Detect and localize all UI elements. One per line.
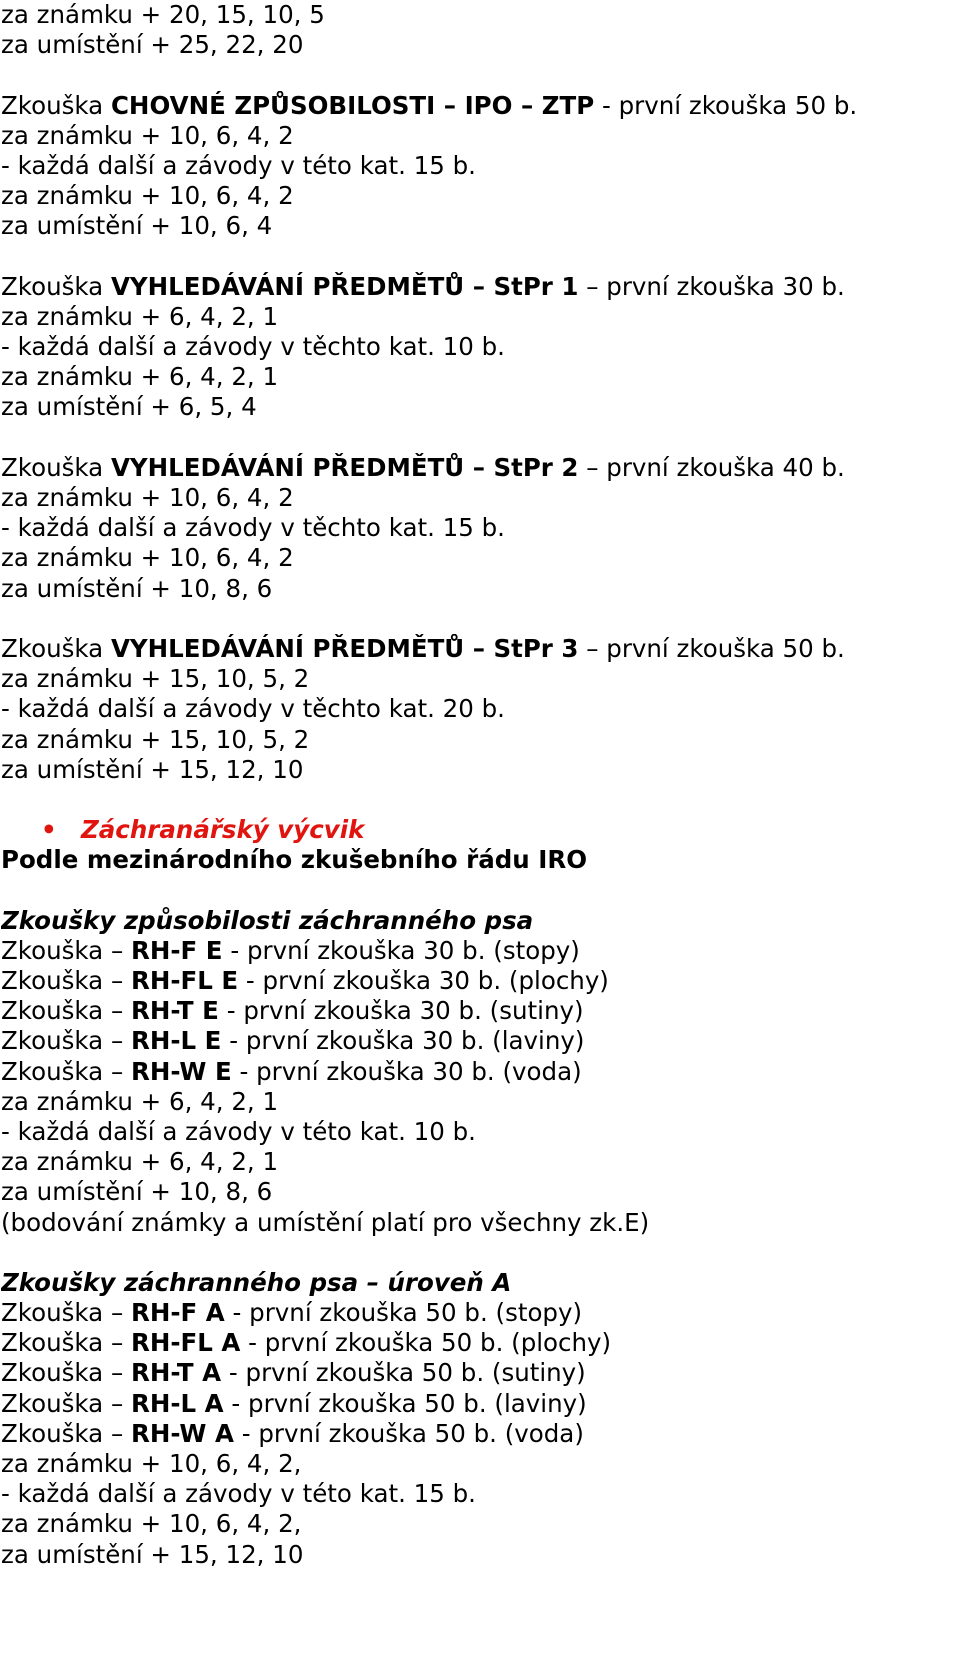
text-line [1, 543, 956, 573]
text-line [1, 1389, 956, 1419]
blank-line [1, 604, 956, 634]
line-text: za známku + 10, 6, 4, 2, [1, 1449, 302, 1478]
text-line [1, 1087, 956, 1117]
line-text: - první zkouška 50 b. (sutiny) [221, 1358, 586, 1388]
emphasis-text: RH-L A [130, 1388, 224, 1418]
line-text: - první zkouška 30 b. (laviny) [221, 1026, 585, 1056]
line-text: Zkouška – [1, 1056, 131, 1086]
emphasis-text: RH-T A [130, 1358, 222, 1388]
text-line [1, 906, 956, 936]
text-line [1, 91, 956, 121]
line-text: - první zkouška 30 b. (sutiny) [218, 996, 584, 1026]
line-text: za známku + 20, 15, 10, 5 [1, 0, 325, 29]
blank-line [1, 875, 956, 905]
emphasis-text: VYHLEDÁVÁNÍ PŘEDMĚTŮ – StPr 3 [110, 633, 579, 663]
emphasis-text: RH-FL E [130, 966, 239, 995]
blank-line [1, 423, 956, 453]
emphasis-text: RH-T E [130, 996, 219, 1026]
line-text: Zkouška [1, 452, 111, 482]
text-line [1, 1358, 956, 1388]
line-text: za známku + 15, 10, 5, 2 [1, 724, 310, 754]
line-text: Zkouška – [1, 996, 131, 1026]
bullet-icon: • [41, 815, 57, 845]
line-text: Zkouška – [1, 1328, 131, 1358]
line-text: Zkouška [1, 271, 111, 301]
line-text: za umístění + 15, 12, 10 [1, 754, 304, 784]
text-line [1, 453, 956, 483]
line-text: - každá další a závody v těchto kat. 20 b. [1, 694, 505, 724]
line-text: - první zkouška 30 b. (stopy) [222, 935, 580, 965]
line-text: za známku + 15, 10, 5, 2 [1, 664, 310, 694]
blank-line [1, 785, 956, 815]
line-text: za umístění + 15, 12, 10 [1, 1539, 304, 1569]
section-heading-text: Záchranářský výcvik [81, 815, 365, 845]
line-text: - první zkouška 50 b. (voda) [233, 1418, 584, 1448]
line-text: - každá další a závody v této kat. 15 b. [1, 150, 476, 180]
line-text: Zkouška [1, 90, 111, 120]
text-line [1, 121, 956, 151]
text-line [1, 1509, 956, 1539]
text-line [1, 151, 956, 181]
text-line [1, 1208, 956, 1238]
text-line [1, 362, 956, 392]
text-line [1, 1479, 956, 1509]
line-text: za známku + 6, 4, 2, 1 [1, 301, 279, 331]
document-body [1, 0, 956, 1570]
emphasis-text: RH-FL A [130, 1328, 241, 1358]
text-line [1, 513, 956, 543]
line-text: Zkouška – [1, 1388, 131, 1418]
emphasis-text: RH-L E [130, 1026, 222, 1056]
line-text: za umístění + 25, 22, 20 [1, 30, 304, 60]
line-text: - každá další a závody v této kat. 15 b. [1, 1479, 476, 1509]
line-text: – první zkouška 40 b. [578, 452, 845, 482]
text-line [1, 936, 956, 966]
text-line [1, 725, 956, 755]
line-text: Zkouška – [1, 935, 131, 965]
line-text: za známku + 10, 6, 4, 2 [1, 181, 294, 211]
emphasis-text: RH-F E [130, 935, 223, 965]
emphasis-text: Podle mezinárodního zkušebního řádu IRO [1, 845, 588, 875]
blank-line [1, 60, 956, 90]
emphasis-text: RH-W A [130, 1418, 234, 1448]
text-line [1, 332, 956, 362]
emphasis-text: RH-W E [130, 1056, 232, 1086]
emphasis-text: Zkoušky způsobilosti záchranného psa [1, 905, 534, 935]
line-text: - první zkouška 50 b. [594, 90, 858, 120]
emphasis-text: VYHLEDÁVÁNÍ PŘEDMĚTŮ – StPr 1 [110, 271, 579, 301]
text-line [1, 634, 956, 664]
text-line [1, 694, 956, 724]
text-line [1, 272, 956, 302]
blank-line [1, 1238, 956, 1268]
emphasis-text: VYHLEDÁVÁNÍ PŘEDMĚTŮ – StPr 2 [110, 452, 579, 482]
line-text: za známku + 6, 4, 2, 1 [1, 1086, 279, 1116]
line-text: - první zkouška 30 b. (plochy) [238, 966, 609, 995]
text-line [1, 0, 956, 30]
text-line [1, 1268, 956, 1298]
text-line [1, 996, 956, 1026]
text-line [1, 1057, 956, 1087]
text-line [1, 1117, 956, 1147]
text-line [1, 211, 956, 241]
line-text: za známku + 6, 4, 2, 1 [1, 362, 279, 392]
line-text: za umístění + 10, 8, 6 [1, 573, 273, 603]
line-text: za umístění + 10, 6, 4 [1, 211, 273, 241]
line-text: - každá další a závody v těchto kat. 10 b. [1, 332, 505, 362]
section-heading-bullet [1, 815, 956, 845]
line-text: (bodování známky a umístění platí pro všechny zk.E) [1, 1207, 650, 1237]
line-text: - každá další a závody v těchto kat. 15 b. [1, 513, 505, 543]
line-text: Zkouška – [1, 966, 131, 995]
line-text: – první zkouška 30 b. [578, 271, 845, 301]
line-text: za známku + 10, 6, 4, 2, [1, 1509, 302, 1539]
emphasis-text: CHOVNÉ ZPŮSOBILOSTI – IPO – ZTP [110, 90, 595, 120]
line-text: - první zkouška 50 b. (plochy) [240, 1328, 612, 1358]
text-line [1, 30, 956, 60]
text-line [1, 483, 956, 513]
text-line [1, 1298, 956, 1328]
text-line [1, 1449, 956, 1479]
line-text: - první zkouška 30 b. (voda) [231, 1056, 582, 1086]
text-line [1, 966, 956, 996]
blank-line [1, 242, 956, 272]
text-line [1, 1177, 956, 1207]
emphasis-text: Zkoušky záchranného psa – úroveň A [1, 1267, 512, 1297]
text-line [1, 302, 956, 332]
text-line [1, 392, 956, 422]
line-text: za známku + 10, 6, 4, 2 [1, 483, 294, 512]
text-line [1, 1540, 956, 1570]
text-line [1, 181, 956, 211]
line-text: - každá další a závody v této kat. 10 b. [1, 1116, 476, 1146]
text-line [1, 1419, 956, 1449]
line-text: – první zkouška 50 b. [578, 633, 845, 663]
line-text: za známku + 10, 6, 4, 2 [1, 120, 294, 150]
line-text: Zkouška – [1, 1418, 131, 1448]
line-text: za známku + 6, 4, 2, 1 [1, 1147, 279, 1177]
line-text: - první zkouška 50 b. (laviny) [223, 1388, 587, 1418]
text-line [1, 664, 956, 694]
text-line [1, 1147, 956, 1177]
text-line [1, 574, 956, 604]
line-text: za umístění + 6, 5, 4 [1, 392, 257, 422]
line-text: za známku + 10, 6, 4, 2 [1, 543, 294, 573]
line-text: Zkouška [1, 633, 111, 663]
line-text: Zkouška – [1, 1026, 131, 1056]
line-text: za umístění + 10, 8, 6 [1, 1177, 273, 1207]
emphasis-text: RH-F A [130, 1298, 225, 1328]
text-line [1, 845, 956, 875]
line-text: Zkouška – [1, 1358, 131, 1388]
line-text: - první zkouška 50 b. (stopy) [224, 1298, 583, 1328]
text-line [1, 755, 956, 785]
line-text: Zkouška – [1, 1298, 131, 1328]
text-line [1, 1328, 956, 1358]
text-line [1, 1026, 956, 1056]
